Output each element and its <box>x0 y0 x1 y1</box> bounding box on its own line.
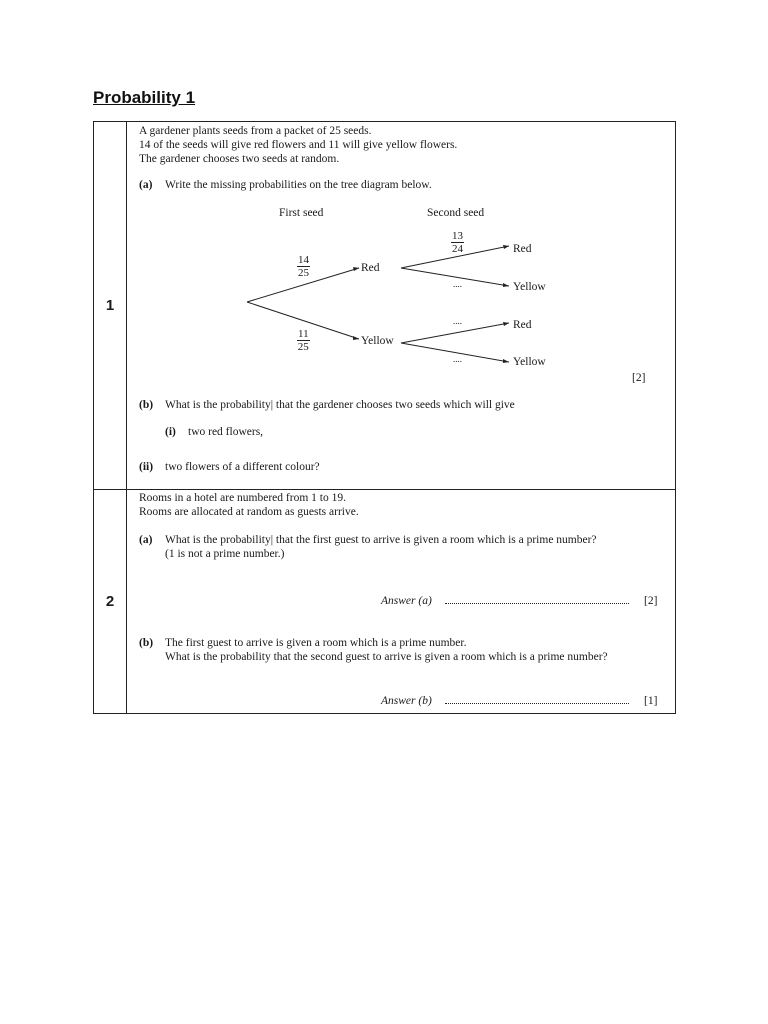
q2-part-a-text: What is the probability| that the first guest to arrive is given a room which is a prime number? <box>165 534 597 546</box>
q2-intro-line-2: Rooms are allocated at random as guests arrive. <box>139 506 359 518</box>
q1-part-a-text: Write the missing probabilities on the tree diagram below. <box>165 179 432 191</box>
q1-intro-line-2: 14 of the seeds will give red flowers and 11 will give yellow flowers. <box>139 139 458 151</box>
fraction-p-red-den: 25 <box>298 267 309 279</box>
q2-answer-b-marks: [1] <box>644 695 658 707</box>
arrow-red-yellow <box>503 283 509 287</box>
q1-part-b-i-label: (i) <box>165 426 176 438</box>
first-yellow-label: Yellow <box>361 335 394 347</box>
q1-intro-line-3: The gardener chooses two seeds at random. <box>139 153 340 165</box>
missing-yellow-red: .... <box>453 316 462 326</box>
q2-answer-a-label: Answer (a) <box>381 595 432 607</box>
fraction-p-red-red-num: 13 <box>452 230 463 242</box>
page-title: Probability 1 <box>93 88 196 107</box>
arrow-red-red <box>503 245 509 249</box>
questions-table <box>93 121 676 714</box>
question-row-1 <box>94 122 676 490</box>
red-yellow-label: Yellow <box>513 281 546 293</box>
fraction-p-yellow-den: 25 <box>297 341 309 353</box>
yellow-red-label: Red <box>513 319 532 331</box>
q2-part-b-text-2: What is the probability that the second guest to arrive is given a room which is a prime number? <box>165 651 608 663</box>
q2-answer-a-line[interactable] <box>445 594 629 604</box>
arrow-yellow-yellow <box>503 359 509 363</box>
q1-part-b-text: What is the probability| that the gardener chooses two seeds which will give <box>165 399 515 411</box>
q2-part-a-label: (a) <box>139 534 153 546</box>
first-red-label: Red <box>361 262 380 274</box>
fraction-p-yellow-num: 11 <box>298 328 309 340</box>
question-number-2: 2 <box>94 490 127 714</box>
q1-part-a-marks: [2] <box>632 372 646 384</box>
fraction-p-red-num: 14 <box>298 254 309 266</box>
arrow-yellow-red <box>503 322 509 326</box>
q2-part-b-label: (b) <box>139 637 154 649</box>
question-number-1: 1 <box>94 122 127 490</box>
arrow-first-red <box>353 267 359 271</box>
fraction-p-yellow <box>297 328 310 353</box>
yellow-yellow-label: Yellow <box>513 356 546 368</box>
red-red-label: Red <box>513 243 532 255</box>
first-seed-header: First seed <box>279 207 324 219</box>
missing-yellow-yellow: .... <box>453 354 462 364</box>
q2-part-a-note: (1 is not a prime number.) <box>165 548 285 560</box>
q1-part-b-ii-label: (ii) <box>139 461 154 473</box>
q1-part-b-ii-text: two flowers of a different colour? <box>165 461 320 473</box>
q2-intro-line-1: Rooms in a hotel are numbered from 1 to 19. <box>139 492 346 504</box>
fraction-p-red <box>297 254 310 279</box>
q1-part-b-label: (b) <box>139 399 154 411</box>
fraction-p-red-red-den: 24 <box>452 243 463 255</box>
question-2-content <box>127 490 676 714</box>
q1-part-a-label: (a) <box>139 179 153 191</box>
missing-red-yellow: .... <box>453 279 462 289</box>
q2-answer-b-label: Answer (b) <box>381 695 432 707</box>
q2-part-b-text-1: The first guest to arrive is given a room which is a prime number. <box>165 637 467 649</box>
q1-intro-line-1: A gardener plants seeds from a packet of 25 seeds. <box>139 125 372 137</box>
q1-part-b-i-text: two red flowers, <box>188 426 264 438</box>
arrow-first-yellow <box>353 336 359 340</box>
fraction-p-red-red <box>451 230 464 255</box>
question-1-content <box>127 122 676 490</box>
q2-answer-a-marks: [2] <box>644 595 658 607</box>
question-row-2 <box>94 490 676 714</box>
second-seed-header: Second seed <box>427 207 485 219</box>
q2-answer-b-line[interactable] <box>445 694 629 704</box>
